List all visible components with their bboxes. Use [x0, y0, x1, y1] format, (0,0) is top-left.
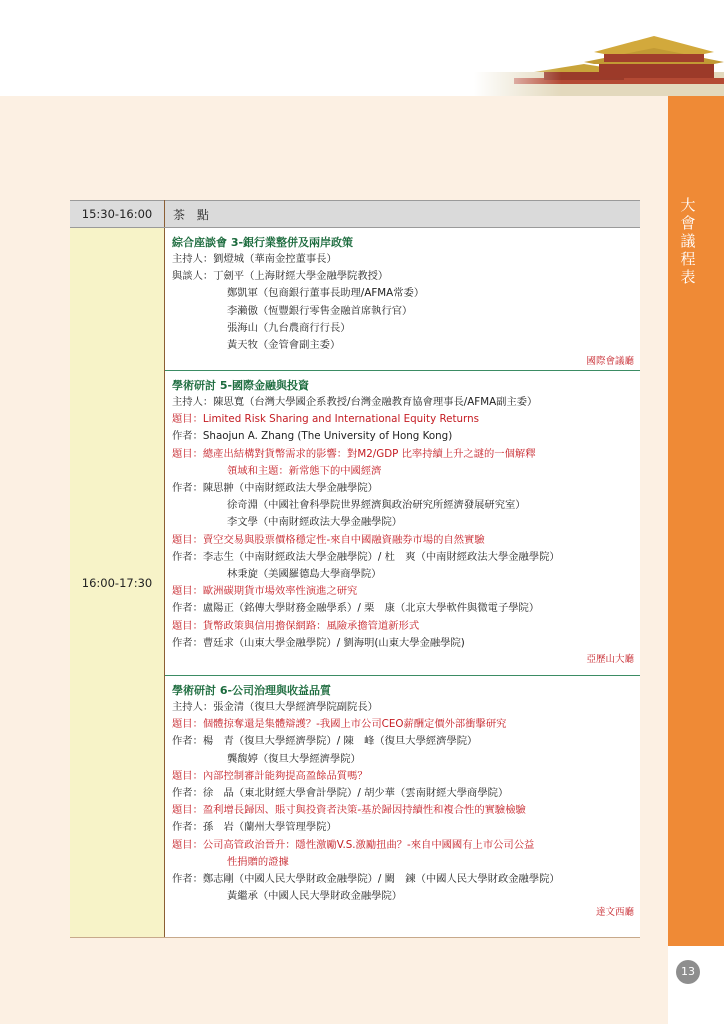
session-line: 題目：賣空交易與股票價格穩定性-來自中國融資融券市場的自然實驗	[172, 533, 485, 546]
session-line: 作者：Shaojun A. Zhang (The University of Hong Kong)	[172, 430, 453, 443]
palace-roof-illustration	[474, 28, 724, 96]
session-line: 主持人：劉燈城（華南金控董事長）	[172, 253, 337, 265]
session-line: 黃天牧（金管會副主委）	[227, 339, 341, 352]
side-tab-title: 大會議程表	[680, 196, 696, 286]
session-block-time: 16:00-17:30	[70, 228, 165, 938]
session-line: 作者：徐 晶（東北財經大學會計學院）/ 胡少華（雲南財經大學商學院）	[172, 787, 509, 800]
session-line: 題目：公司高管政治晉升：隱性激勵V.S.激勵扭曲？-來自中國國有上市公司公益	[172, 838, 535, 851]
session-line: 林秉旋（美國羅德島大學商學院）	[227, 568, 382, 581]
session-line: 徐奇淵（中國社會科學院世界經濟與政治研究所經濟發展研究室）	[227, 499, 526, 512]
session-line: 龔馥婷（復旦大學經濟學院）	[227, 752, 361, 765]
session	[165, 371, 640, 676]
session-line: 領域和主題：新常態下的中國經濟	[227, 464, 382, 477]
session-line: 題目：貨幣政策與信用擔保網路：風險承擔管道新形式	[172, 619, 420, 632]
session-line: 張海山（九台農商行行長）	[227, 321, 351, 334]
page-number: 13	[676, 960, 700, 984]
tea-label: 茶 點	[165, 201, 641, 228]
session-line: 作者：陳思翀（中南財經政法大學金融學院）	[172, 482, 378, 495]
session-line: 黃繼承（中國人民大學財政金融學院）	[227, 890, 403, 903]
session-venue: 亞歷山大廳	[586, 654, 634, 666]
session-line: 作者：孫 岩（蘭州大學管理學院）	[172, 821, 337, 834]
session-line: 與談人：丁劍平（上海財經大學金融學院教授）	[172, 270, 389, 283]
session-line: 主持人：張金清（復旦大學經濟學院副院長）	[172, 701, 378, 713]
session-line: 主持人：陳思寬（台灣大學國企系教授/台灣金融教育協會理事長/AFMA副主委）	[172, 396, 538, 408]
session-venue: 國際會議廳	[586, 356, 634, 368]
session-block-row	[70, 228, 640, 938]
session-line: 題目：盈利增長歸因、賬寸與投資者決策-基於歸因持續性和複合性的實驗檢驗	[172, 804, 526, 817]
tea-time: 15:30-16:00	[70, 201, 165, 228]
session-venue: 達文西廳	[595, 907, 634, 919]
session-line: 李文學（中南財經政法大學金融學院）	[227, 516, 403, 529]
schedule-table	[70, 200, 640, 938]
session-line: 題目：歐洲碳期貨市場效率性演進之研究	[172, 585, 358, 598]
header-band	[0, 0, 724, 96]
session-line: 作者：盧陽正（銘傳大學財務金融學系）/ 栗 康（北京大學軟件與微電子學院）	[172, 602, 540, 615]
session-line: 題目：個體掠奪還是集體辯護？-我國上市公司CEO薪酬定價外部衝擊研究	[172, 718, 507, 731]
session-line: 李瀨傲（恆豐銀行零售金融首席執行官）	[227, 304, 413, 317]
session-line: 作者：曹廷求（山東大學金融學院）/ 劉海明(山東大學金融學院)	[172, 636, 465, 649]
sessions-cell	[165, 228, 641, 938]
session-title: 學術研討 6-公司治理與收益品質	[172, 684, 332, 697]
session-line: 性捐贈的證據	[227, 855, 289, 868]
tea-row	[70, 201, 640, 228]
session-line: 題目：Limited Risk Sharing and International Equity Returns	[172, 413, 479, 426]
session-title: 學術研討 5-國際金融與投資	[172, 379, 310, 392]
session-title: 綜合座談會 3-銀行業整併及兩岸政策	[172, 236, 354, 249]
session	[165, 676, 640, 928]
session-line: 作者：鄭志剛（中國人民大學財政金融學院）/ 闕 鍊（中國人民大學財政金融學院）	[172, 873, 560, 886]
session-line: 題目：內部控制審計能夠提高盈餘品質嗎？	[172, 769, 368, 782]
session-line: 作者：楊 青（復旦大學經濟學院）/ 陳 峰（復旦大學經濟學院）	[172, 735, 478, 748]
session-line: 題目：總產出結構對貨幣需求的影響：對M2/GDP 比率持續上升之謎的一個解釋	[172, 447, 536, 460]
session-line: 鄭凱軍（包商銀行董事長助理/AFMA常委）	[227, 287, 425, 300]
session-line: 作者：李志生（中南財經政法大學金融學院）/ 杜 爽（中南財經政法大學金融學院）	[172, 550, 560, 563]
session	[165, 228, 640, 371]
